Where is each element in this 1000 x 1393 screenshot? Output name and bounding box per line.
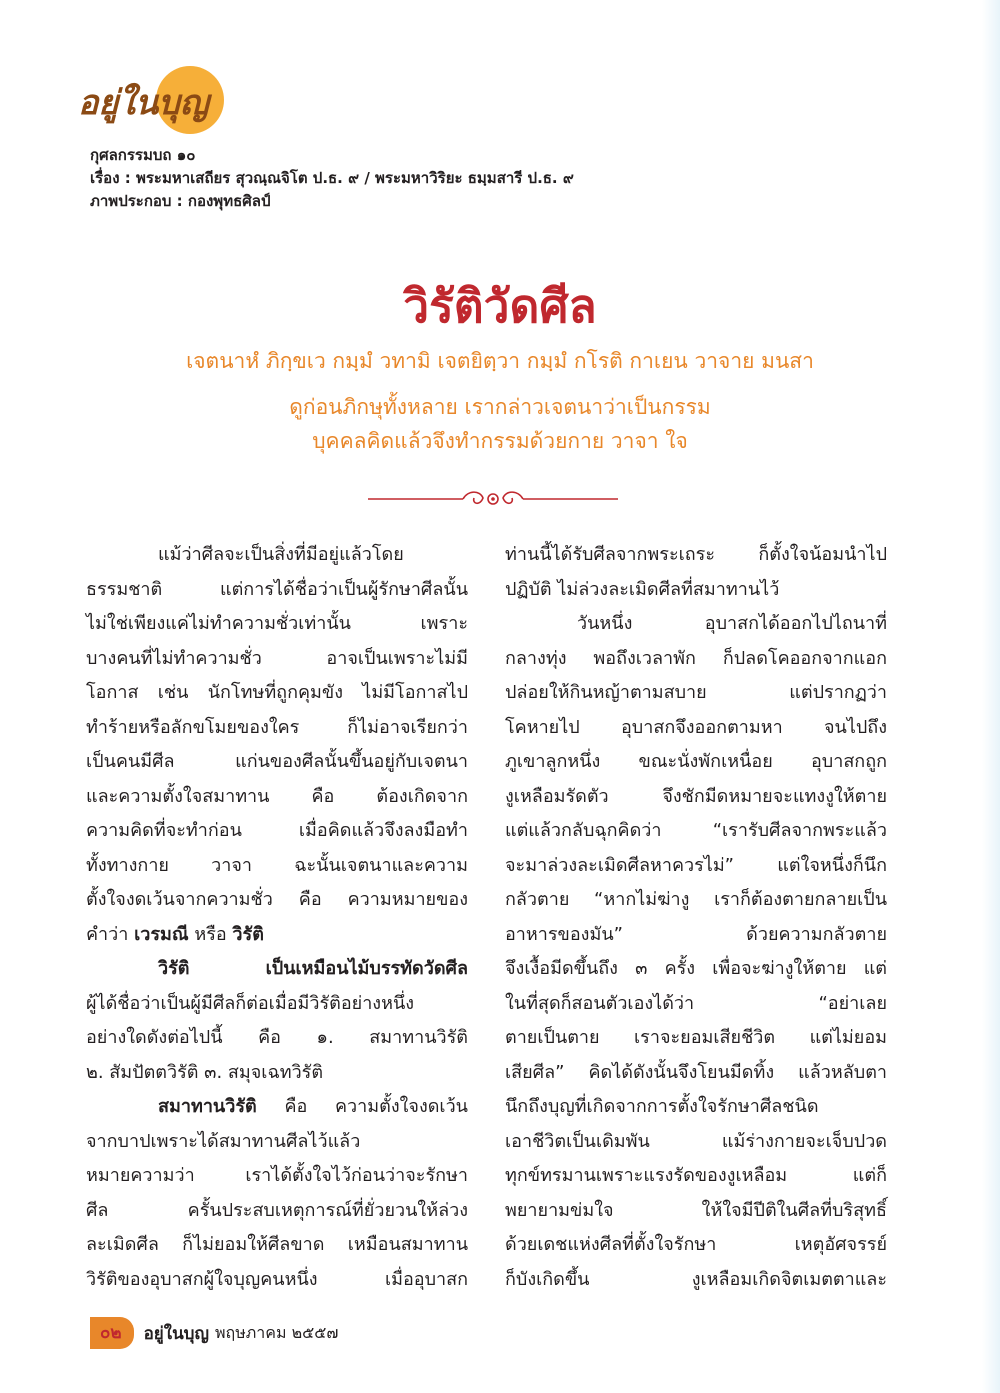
paragraph-line: และความตั้งใจสมาทาน คือ ต้องเกิดจาก [86, 785, 468, 807]
magazine-logo [72, 62, 232, 140]
paragraph-line: ๒. สัมปัตตวิรัติ ๓. สมุจเฉทวิรัติ [86, 1061, 324, 1083]
paragraph-line: ทำร้ายหรือลักขโมยของใคร ก็ไม่อาจเรียกว่า [86, 716, 468, 738]
paragraph-line: ศีล ครั้นประสบเหตุการณ์ที่ยั่วยวนให้ล่วง [86, 1199, 468, 1221]
paragraph-line: จะมาล่วงละเมิดศีลหาควรไม่” แต่ใจหนึ่งก็นึก [505, 854, 887, 876]
term-virati: วิรัติ [232, 923, 264, 945]
article-credits [90, 144, 790, 213]
section-label: กุศลกรรมบถ ๑๐ [90, 146, 196, 164]
magazine-name: อยู่ในบุญ [143, 1323, 209, 1344]
paragraph: แม้ว่าศีลจะเป็นสิ่งที่มีอยู่แล้วโดย [158, 544, 404, 565]
paragraph-line: อาหารของมัน” ด้วยความกลัวตาย [505, 923, 887, 945]
paragraph-line: ความคิดที่จะทำก่อน เมื่อคิดแล้วจึงลงมือทำ [86, 820, 468, 841]
paragraph-line: วิรัติของอุบาสกผู้ใจบุญคนหนึ่ง เมื่ออุบาสก [86, 1268, 468, 1290]
article-title: วิรัติวัดศีล [403, 279, 597, 333]
term-samadana-virati: สมาทานวิรัติ [158, 1096, 257, 1117]
paragraph-line: บางคนที่ไม่ทำความชั่ว อาจเป็นเพราะไม่มี [86, 647, 468, 669]
ornament-divider [368, 486, 618, 512]
paragraph-line: นึกถึงบุญที่เกิดจากการตั้งใจรักษาศีลชนิด [505, 1096, 819, 1117]
epigraph [0, 344, 1000, 458]
pali-quote: เจตนาหํ ภิกฺขเว กมฺมํ วทามิ เจตยิตฺวา กมฺมํ กโรติ กาเยน วาจาย มนสา [186, 349, 814, 373]
translation-line-2: บุคคลคิดแล้วจึงทำกรรมด้วยกาย วาจา ใจ [312, 429, 688, 453]
paragraph-line: ตายเป็นตาย เราจะยอมเสียชีวิต แต่ไม่ยอม [505, 1027, 887, 1048]
paragraph-line: โคหายไป อุบาสกจึงออกตามหา จนไปถึง [505, 716, 887, 738]
issue-date: พฤษภาคม ๒๕๕๗ [214, 1322, 339, 1342]
author-line: เรื่อง : พระมหาเสถียร สุวณฺณจิโต ป.ธ. ๙ / พระมหาวิริยะ ธมฺมสารี ป.ธ. ๙ [90, 169, 574, 187]
paragraph-line: ปฏิบัติ ไม่ล่วงละเมิดศีลที่สมาทานไว้ [505, 578, 780, 600]
paragraph [86, 952, 468, 987]
paragraph-line: อย่างใดดังต่อไปนี้ คือ ๑. สมาทานวิรัติ [86, 1027, 468, 1048]
page-footer [90, 1318, 338, 1348]
paragraph-line: ทั้งทางกาย วาจา ฉะนั้นเจตนาและความ [86, 854, 468, 876]
paragraph-line: โอกาส เช่น นักโทษที่ถูกคุมขัง ไม่มีโอกาสไป [86, 682, 468, 703]
page-edge-tint [982, 0, 1000, 1393]
paragraph-line: เอาชีวิตเป็นเดิมพัน แม้ร่างกายจะเจ็บปวด [505, 1130, 887, 1152]
paragraph-line: ภูเขาลูกหนึ่ง ขณะนั่งพักเหนื่อย อุบาสกถูก [505, 751, 887, 772]
paragraph-line: ก็บังเกิดขึ้น งูเหลือมเกิดจิตเมตตาและ [505, 1268, 887, 1290]
illustration-credit: ภาพประกอบ : กองพุทธศิลป์ [90, 192, 271, 210]
paragraph-line: ท่านนี้ได้รับศีลจากพระเถระ ก็ตั้งใจน้อมนำไป [505, 544, 887, 565]
paragraph-line: จากบาปเพราะได้สมาทานศีลไว้แล้ว [86, 1130, 361, 1152]
paragraph-line: เสียศีล” คิดได้ดังนั้นจึงโยนมีดทิ้ง แล้วหลับตา [505, 1061, 887, 1083]
paragraph-line: งูเหลือมรัดตัว จึงชักมีดหมายจะแทงงูให้ตาย [505, 785, 887, 807]
paragraph-line: พยายามข่มใจ ให้ใจมีปีติในศีลที่บริสุทธิ์ [505, 1199, 887, 1221]
paragraph-line: ไม่ใช่เพียงแค่ไม่ทำความชั่วเท่านั้น เพราะ [86, 613, 468, 634]
paragraph-line: หมายความว่า เราได้ตั้งใจไว้ก่อนว่าจะรักษา [86, 1165, 468, 1186]
page-number: ๐๒ [90, 1317, 134, 1349]
logo-text: อยู่ในบุญ [78, 83, 209, 123]
body-column-right [505, 538, 887, 1297]
subheading: วิรัติ เป็นเหมือนไม้บรรทัดวัดศีล [158, 958, 468, 979]
paragraph-line: กลัวตาย “หากไม่ฆ่างู เราก็ต้องตายกลายเป็น [505, 889, 887, 910]
translation-line-1: ดูก่อนภิกษุทั้งหลาย เรากล่าวเจตนาว่าเป็นกรรม [289, 395, 711, 419]
paragraph-line: จึงเงื้อมีดขึ้นถึง ๓ ครั้ง เพื่อจะฆ่างูให้ตาย แต่ [505, 958, 887, 979]
paragraph-line: คำว่า เวรมณี หรือ วิรัติ [86, 923, 264, 945]
paragraph: สมาทานวิรัติ คือ ความตั้งใจงดเว้น [158, 1096, 468, 1117]
paragraph-line: ทุกข์ทรมานเพราะแรงรัดของงูเหลือม แต่ก็ [505, 1165, 887, 1186]
paragraph-line: เป็นคนมีศีล แก่นของศีลนั้นขึ้นอยู่กับเจตนา [86, 751, 468, 772]
paragraph-line: กลางทุ่ง พอถึงเวลาพัก ก็ปลดโคออกจากแอก [505, 647, 887, 669]
paragraph-line: ละเมิดศีล ก็ไม่ยอมให้ศีลขาด เหมือนสมาทาน [86, 1234, 468, 1255]
term-veramani: เวรมณี [134, 923, 189, 945]
paragraph-line: ธรรมชาติ แต่การได้ชื่อว่าเป็นผู้รักษาศีลนั้น [86, 578, 468, 600]
paragraph: วันหนึ่ง อุบาสกได้ออกไปไถนาที่ [577, 613, 887, 634]
paragraph-line: ในที่สุดก็สอนตัวเองได้ว่า “อย่าเลย [505, 992, 887, 1014]
paragraph-line: ผู้ได้ชื่อว่าเป็นผู้มีศีลก็ต่อเมื่อมีวิรัติอย่างหนึ่ง [86, 992, 415, 1014]
body-column-left [86, 538, 468, 1297]
paragraph-line: ตั้งใจงดเว้นจากความชั่ว คือ ความหมายของ [86, 889, 468, 910]
paragraph-line: ปล่อยให้กินหญ้าตามสบาย แต่ปรากฏว่า [505, 682, 887, 703]
paragraph-line: ด้วยเดชแห่งศีลที่ตั้งใจรักษา เหตุอัศจรรย์ [505, 1234, 887, 1255]
paragraph-line: แต่แล้วกลับฉุกคิดว่า “เรารับศีลจากพระแล้ว [505, 820, 887, 841]
